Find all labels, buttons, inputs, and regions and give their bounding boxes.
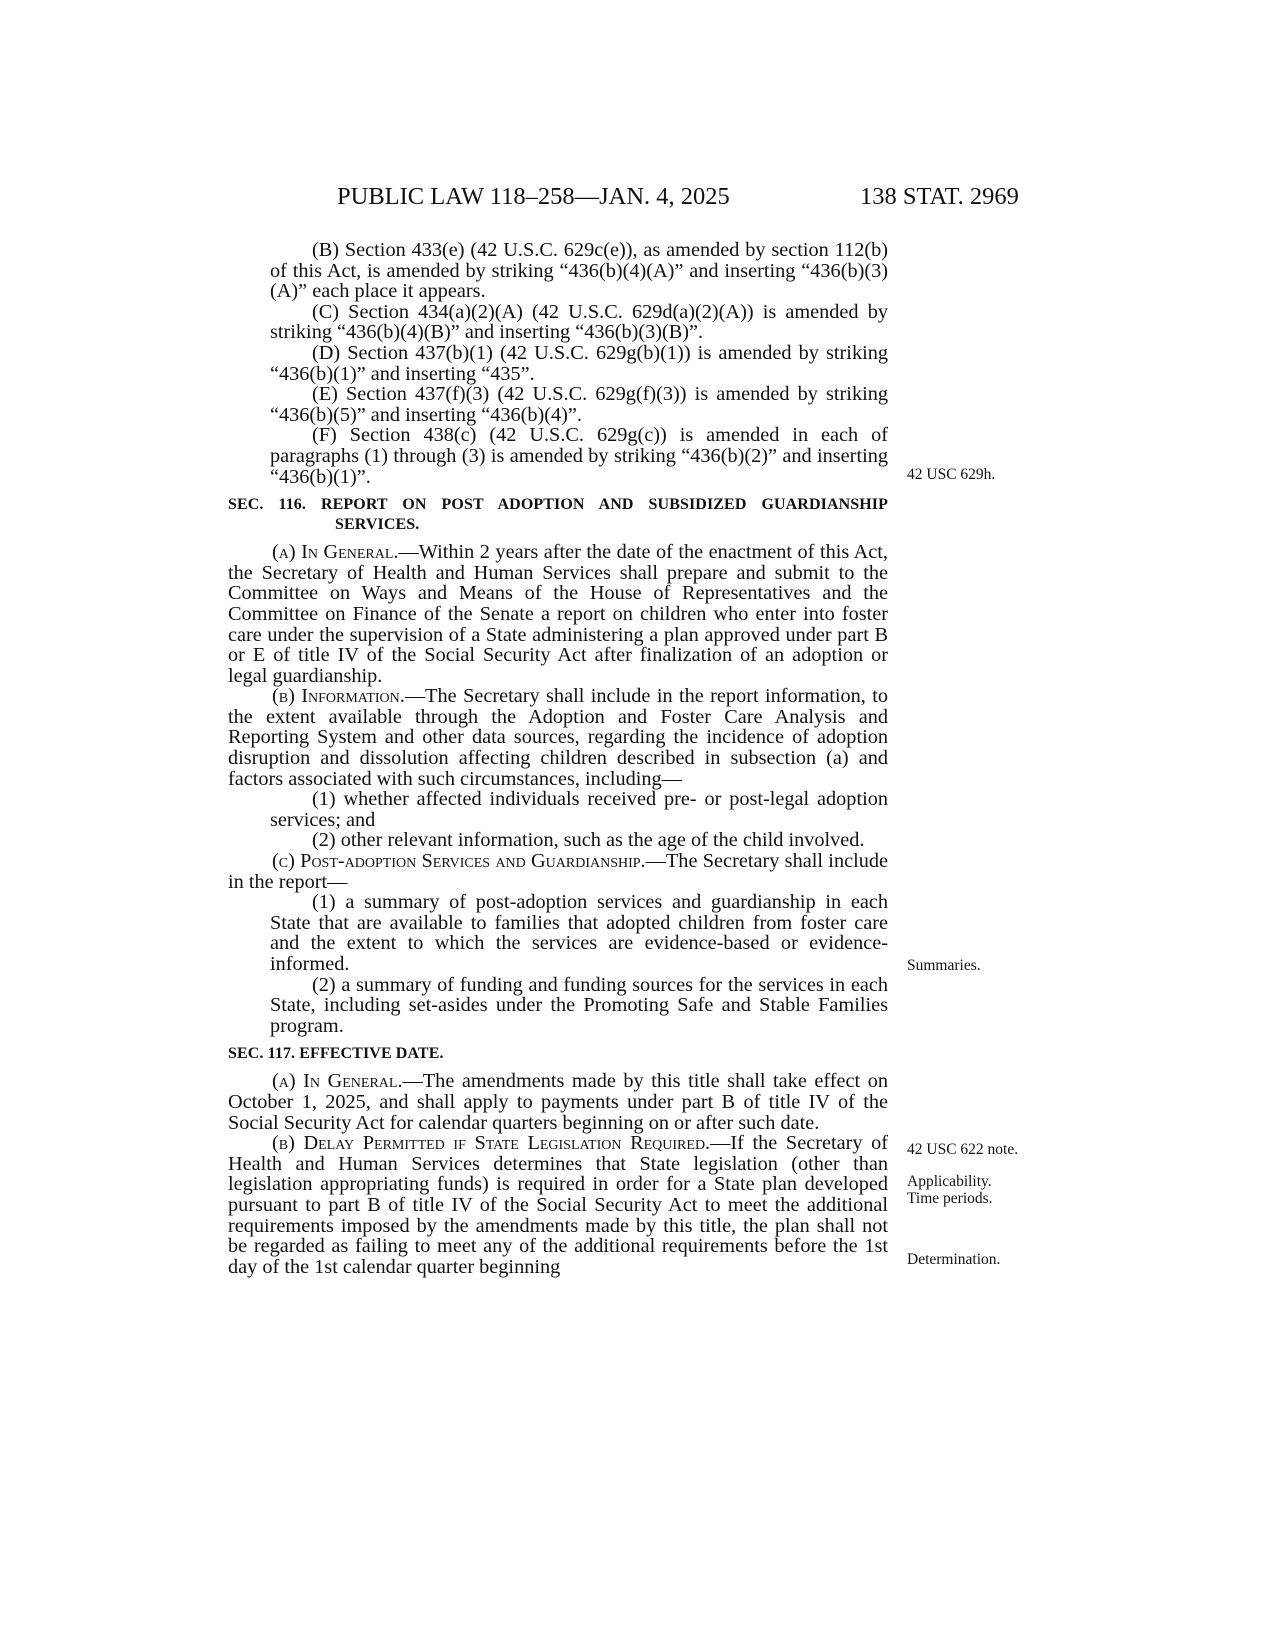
- sec116-c-heading: (c) Post-adoption Services and Guardianship.: [272, 850, 646, 873]
- sec116-c-paragraph-1: (1) a summary of post-adoption services and guardianship in each State that are available to families that adopted children from foster care and the extent to which the services are evidence-based or evidence-informed.: [270, 891, 888, 975]
- margin-note-applicability: Applicability.: [907, 1173, 992, 1190]
- stat-page-number: 138 STAT. 2969: [860, 183, 1019, 210]
- sec117-b-text: —If the Secretary of Health and Human Services determines that State legislation (other than legislation appropriating funds) is required in order for a State plan developed pursuant to part B of title IV of the Social Security Act to meet the additional requirements imposed by the amendments made by this title, the plan shall not be regarded as failing to meet any of the additional requirements before the 1st day of the 1st calendar quarter beginning: [228, 1132, 888, 1278]
- sec117-subsection-b: [228, 1133, 888, 1277]
- sec117-a-heading: (a) In General.: [272, 1070, 403, 1093]
- sec117-subsection-a: [228, 1071, 888, 1133]
- section-116-heading: SEC. 116. REPORT ON POST ADOPTION AND SUBSIDIZED GUARDIANSHIP SERVICES.: [228, 496, 888, 534]
- sec116-subsection-b: [228, 686, 888, 789]
- sec116-b-paragraph-1: (1) whether affected individuals received pre- or post-legal adoption services; and: [270, 788, 888, 831]
- margin-note-usc-629h: 42 USC 629h.: [907, 466, 996, 483]
- page-body: [228, 240, 888, 1277]
- sec116-a-text: —Within 2 years after the date of the enactment of this Act, the Secretary of Health and Human Services shall prepare and submit to the Committee on Ways and Means of the House of Representatives and the Committee on Finance of the Senate a report on children who enter into foster care under the supervision of a State administering a plan approved under part B or E of title IV of the Social Security Act after finalization of an adoption or legal guardianship.: [228, 541, 888, 687]
- paragraph-f: (F) Section 438(c) (42 U.S.C. 629g(c)) is amended in each of paragraphs (1) through (3) is amended by striking “436(b)(2)” and inserting “436(b)(1)”.: [270, 424, 888, 488]
- margin-note-determination: Determination.: [907, 1251, 1001, 1268]
- sec116-subsection-a: [228, 542, 888, 686]
- sec116-b-text: —The Secretary shall include in the report information, to the extent available through the Adoption and Foster Care Analysis and Reporting System and other data sources, regarding the incidence of adoption disruption and dissolution affecting children described in subsection (a) and factors associated with such circumstances, including—: [228, 685, 888, 790]
- paragraph-d: (D) Section 437(b)(1) (42 U.S.C. 629g(b)(1)) is amended by striking “436(b)(1)” and inserting “435”.: [270, 341, 888, 385]
- sec116-b-heading: (b) Information.: [272, 685, 405, 708]
- margin-note-summaries: Summaries.: [907, 957, 981, 974]
- margin-note-usc-622: 42 USC 622 note.: [907, 1141, 1019, 1158]
- sec116-a-heading: (a) In General.: [272, 541, 399, 564]
- paragraph-c: (C) Section 434(a)(2)(A) (42 U.S.C. 629d(a)(2)(A)) is amended by striking “436(b)(4)(B)” and inserting “436(b)(3)(B)”.: [270, 300, 888, 344]
- paragraph-e: (E) Section 437(f)(3) (42 U.S.C. 629g(f)(3)) is amended by striking “436(b)(5)” and inserting “436(b)(4)”.: [270, 383, 888, 426]
- margin-note-time-periods: Time periods.: [907, 1190, 993, 1207]
- sec116-c-text: —The Secretary shall include in the report—: [228, 850, 889, 893]
- sec116-b-paragraph-2: (2) other relevant information, such as the age of the child involved.: [312, 829, 865, 852]
- page-title: PUBLIC LAW 118–258—JAN. 4, 2025: [337, 183, 730, 210]
- sec116-c-paragraph-2: (2) a summary of funding and funding sources for the services in each State, including set-asides under the Promoting Safe and Stable Families program.: [270, 973, 888, 1037]
- section-117-heading: SEC. 117. EFFECTIVE DATE.: [228, 1045, 444, 1063]
- sec116-subsection-c: [228, 851, 888, 892]
- paragraph-b: (B) Section 433(e) (42 U.S.C. 629c(e)), as amended by section 112(b) of this Act, is amended by striking “436(b)(4)(A)” and inserting “436(b)(3)(A)” each place it appears.: [270, 239, 888, 303]
- sec117-a-text: —The amendments made by this title shall take effect on October 1, 2025, and shall apply to payments under part B of title IV of the Social Security Act for calendar quarters beginning on or after such date.: [228, 1070, 888, 1134]
- sec117-b-heading: (b) Delay Permitted if State Legislation Required.: [272, 1132, 711, 1155]
